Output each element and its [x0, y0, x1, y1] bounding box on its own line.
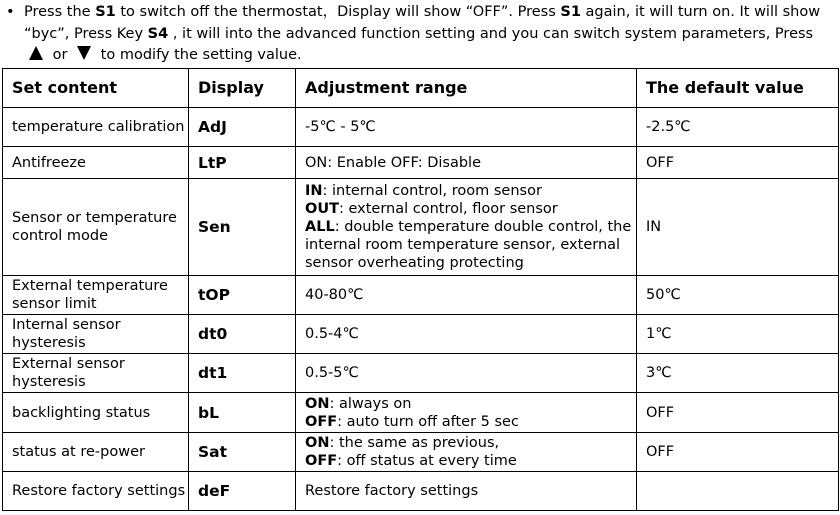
adjustment-range-cell — [296, 147, 637, 179]
range-line — [305, 182, 636, 200]
range-line — [305, 364, 636, 382]
intro-text-5: or — [48, 47, 73, 63]
set-content-cell: Internal sensor hysteresis — [3, 315, 189, 354]
range-text: : external control, floor sensor — [339, 201, 558, 217]
range-keyword: ON — [305, 395, 330, 412]
header-display: Display — [189, 69, 296, 108]
range-line — [305, 395, 636, 413]
intro-text-2: to switch off the thermostat，Display will show “OFF”. Press — [115, 4, 561, 20]
display-code-cell: Sen — [189, 179, 296, 276]
range-text: : always on — [329, 395, 412, 412]
range-text: : off status at every time — [337, 453, 517, 469]
default-value-cell — [637, 472, 839, 511]
adjustment-range-cell — [296, 393, 637, 433]
range-line — [305, 452, 636, 470]
set-content-cell: External sensor hysteresis — [3, 354, 189, 393]
range-text: 0.5-5℃ — [305, 365, 359, 381]
range-text: -5℃ - 5℃ — [305, 119, 376, 135]
display-code-cell: tOP — [189, 276, 296, 315]
triangle-down-icon — [77, 46, 91, 60]
intro-text-3: again, it will turn on. It will show “byc”, Press Key — [24, 4, 821, 42]
range-text: Restore factory settings — [305, 483, 479, 499]
range-keyword: OFF — [305, 453, 338, 469]
range-keyword: IN — [305, 183, 323, 199]
default-value-cell: OFF — [637, 393, 839, 433]
table-row — [3, 393, 839, 433]
default-value-cell: IN — [637, 179, 839, 276]
default-value-cell: 1℃ — [637, 315, 839, 354]
table-row — [3, 433, 839, 472]
header-set-content: Set content — [3, 69, 189, 108]
default-value-cell: 50℃ — [637, 276, 839, 315]
display-code-cell: AdJ — [189, 108, 296, 147]
range-line — [305, 218, 636, 272]
header-adjustment-range: Adjustment range — [296, 69, 637, 108]
display-code-cell: LtP — [189, 147, 296, 179]
display-code-cell: bL — [189, 393, 296, 433]
table-row — [3, 179, 839, 276]
adjustment-range-cell — [296, 276, 637, 315]
default-value-cell: -2.5℃ — [637, 108, 839, 147]
set-content-cell: Antifreeze — [3, 147, 189, 179]
display-code-cell: dt0 — [189, 315, 296, 354]
intro-text-1: Press the — [24, 4, 96, 20]
set-content-cell: Restore factory settings — [3, 472, 189, 511]
set-content-cell: Sensor or temperature control mode — [3, 179, 189, 276]
range-text: : the same as previous, — [329, 435, 500, 451]
default-value-cell: OFF — [637, 147, 839, 179]
range-text: 0.5-4℃ — [305, 326, 359, 342]
set-content-cell: status at re-power — [3, 433, 189, 472]
instruction-paragraph — [0, 0, 840, 65]
adjustment-range-cell — [296, 108, 637, 147]
range-keyword: OUT — [305, 201, 339, 217]
range-line — [305, 325, 636, 343]
range-text: : auto turn off after 5 sec — [337, 413, 519, 430]
header-default-value: The default value — [637, 69, 839, 108]
table-row — [3, 276, 839, 315]
key-s1-again: S1 — [560, 4, 581, 20]
intro-text-4: , it will into the advanced function setting and you can switch system parameters, Press — [168, 25, 814, 42]
set-content-cell: temperature calibration — [3, 108, 189, 147]
display-code-cell: Sat — [189, 433, 296, 472]
adjustment-range-cell — [296, 179, 637, 276]
table-row — [3, 354, 839, 393]
range-text: : internal control, room sensor — [322, 183, 542, 199]
range-line — [305, 154, 636, 172]
adjustment-range-cell — [296, 433, 637, 472]
display-code-cell: dt1 — [189, 354, 296, 393]
triangle-up-icon — [29, 46, 43, 60]
adjustment-range-cell — [296, 472, 637, 511]
table-row — [3, 108, 839, 147]
range-text: ON: Enable OFF: Disable — [305, 154, 482, 171]
display-code-cell: deF — [189, 472, 296, 511]
table-row — [3, 315, 839, 354]
table-row — [3, 147, 839, 179]
settings-table — [2, 68, 839, 511]
range-line — [305, 118, 636, 136]
intro-text-6: to modify the setting value. — [96, 47, 302, 63]
range-keyword: ON — [305, 435, 330, 451]
range-line — [305, 200, 636, 218]
range-text: 40-80℃ — [305, 287, 364, 303]
range-line — [305, 413, 636, 431]
adjustment-range-cell — [296, 315, 637, 354]
range-text: : double temperature double control, the internal room temperature sensor, external sensor overheating protecting — [305, 219, 632, 271]
key-s1: S1 — [95, 4, 116, 20]
table-row — [3, 472, 839, 511]
set-content-cell: External temperature sensor limit — [3, 276, 189, 315]
key-s4: S4 — [147, 25, 169, 42]
range-keyword: OFF — [305, 413, 338, 430]
bullet: • — [6, 4, 15, 20]
default-value-cell: OFF — [637, 433, 839, 472]
set-content-cell: backlighting status — [3, 393, 189, 433]
range-keyword: ALL — [305, 219, 335, 235]
adjustment-range-cell — [296, 354, 637, 393]
range-line — [305, 286, 636, 304]
table-header-row — [3, 69, 839, 108]
range-line — [305, 482, 636, 500]
range-line — [305, 434, 636, 452]
default-value-cell: 3℃ — [637, 354, 839, 393]
